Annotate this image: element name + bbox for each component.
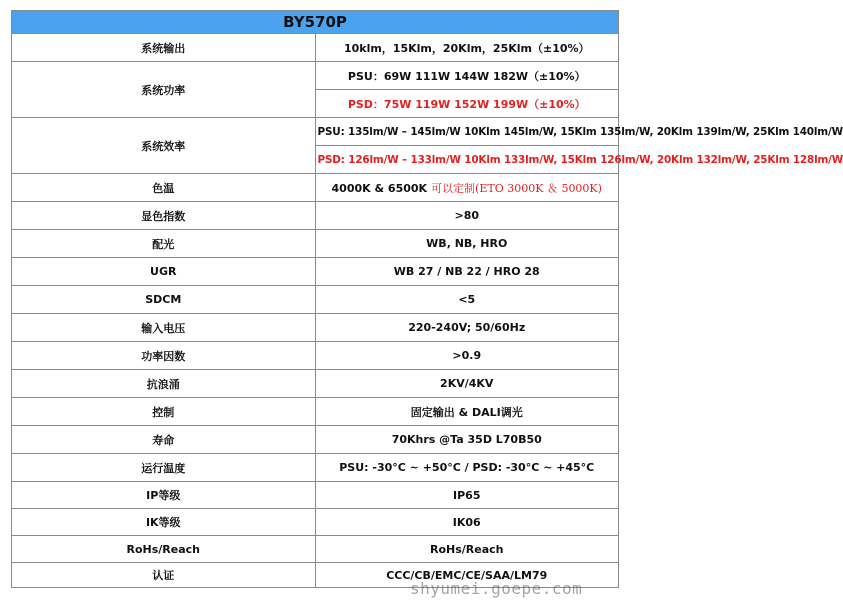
cct-custom-note: 可以定制(ETO 3000K ＆ 5000K) (431, 181, 602, 195)
table-row (12, 230, 619, 258)
table-row (12, 174, 619, 202)
row-value: 70Khrs @Ta 35D L70B50 (315, 426, 619, 454)
table-row (12, 426, 619, 454)
row-value: 2KV/4KV (315, 370, 619, 398)
row-label: SDCM (12, 286, 316, 314)
row-value: IK06 (315, 509, 619, 536)
table-row (12, 202, 619, 230)
row-value: 220-240V; 50/60Hz (315, 314, 619, 342)
table-row (12, 34, 619, 62)
cct-value: 4000K & 6500K (331, 181, 428, 195)
row-value: RoHs/Reach (315, 536, 619, 563)
row-label: 抗浪涌 (12, 370, 316, 398)
site-watermark: shyumei.goepe.com (410, 579, 583, 598)
row-label: 认证 (12, 563, 316, 588)
row-label: 控制 (12, 398, 316, 426)
table-row (12, 62, 619, 90)
table-row (12, 482, 619, 509)
table-row (12, 536, 619, 563)
row-value: >0.9 (315, 342, 619, 370)
table-row (12, 398, 619, 426)
row-value (315, 174, 619, 202)
psu-power-value: PSU：69W 111W 144W 182W（±10%） (315, 62, 619, 90)
row-value: 10klm，15Klm，20Klm，25Klm（±10%） (315, 34, 619, 62)
row-label: 显色指数 (12, 202, 316, 230)
table-row (12, 286, 619, 314)
row-value: >80 (315, 202, 619, 230)
table-row (12, 370, 619, 398)
table-row (12, 314, 619, 342)
row-value: WB 27 / NB 22 / HRO 28 (315, 258, 619, 286)
table-row (12, 118, 619, 146)
row-value: CCC/CB/EMC/CE/SAA/LM79 (315, 563, 619, 588)
row-label: 运行温度 (12, 454, 316, 482)
row-value: IP65 (315, 482, 619, 509)
row-value: 固定输出 & DALI调光 (315, 398, 619, 426)
psu-efficiency-value: PSU: 135lm/W – 145lm/W 10Klm 145lm/W, 15Klm 135lm/W, 20Klm 139lm/W, 25Klm 140lm/W (315, 118, 619, 146)
row-value: WB, NB, HRO (315, 230, 619, 258)
row-label: UGR (12, 258, 316, 286)
row-label: 系统效率 (12, 118, 316, 174)
row-value: PSU: -30°C ~ +50°C / PSD: -30°C ~ +45°C (315, 454, 619, 482)
product-title: BY570P (12, 11, 619, 34)
table-row (12, 258, 619, 286)
row-label: IK等级 (12, 509, 316, 536)
row-label: 色温 (12, 174, 316, 202)
row-label: 寿命 (12, 426, 316, 454)
row-label: 系统功率 (12, 62, 316, 118)
spec-table (11, 10, 843, 588)
row-label: 系统输出 (12, 34, 316, 62)
psd-power-value: PSD：75W 119W 152W 199W（±10%） (315, 90, 619, 118)
row-label: 功率因数 (12, 342, 316, 370)
table-title-row (12, 11, 619, 34)
table-row (12, 509, 619, 536)
row-value: <5 (315, 286, 619, 314)
row-label: IP等级 (12, 482, 316, 509)
row-label: RoHs/Reach (12, 536, 316, 563)
row-label: 配光 (12, 230, 316, 258)
table-row (12, 342, 619, 370)
psd-efficiency-value: PSD: 126lm/W – 133lm/W 10Klm 133lm/W, 15Klm 126lm/W, 20Klm 132lm/W, 25Klm 128lm/W (315, 146, 619, 174)
row-label: 输入电压 (12, 314, 316, 342)
table-row (12, 454, 619, 482)
